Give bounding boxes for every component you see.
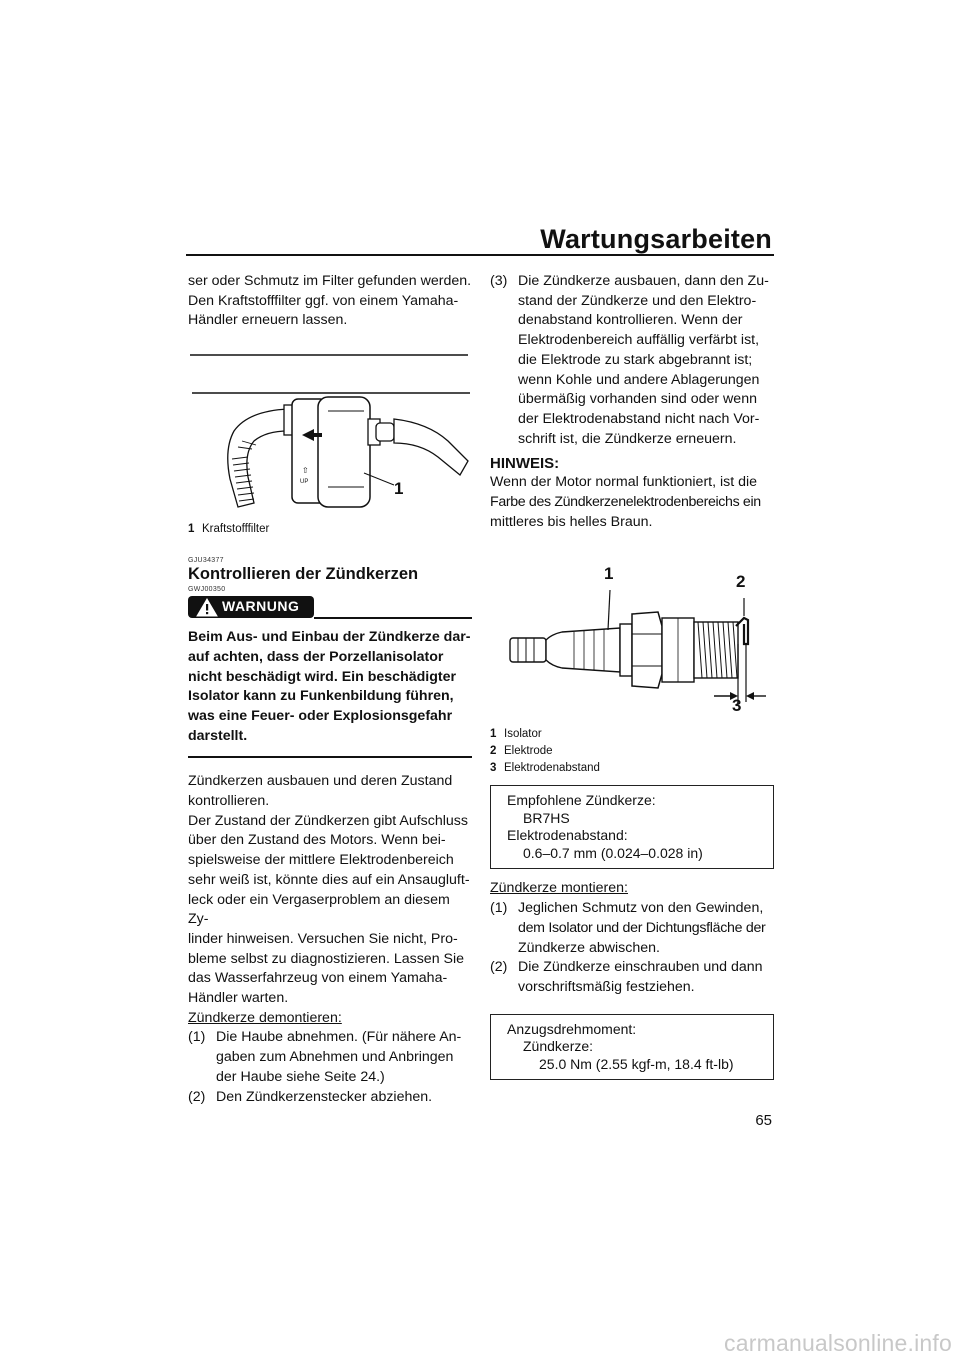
spark-plug-illustration — [490, 556, 774, 718]
text-line: denabstand kontrollieren. Wenn der — [518, 312, 743, 329]
step-number: (1) — [490, 900, 508, 917]
right-column — [490, 272, 774, 1080]
text-line: Farbe des Zündkerzenelektrodenbereichs ein — [490, 494, 761, 511]
text-line: spielsweise der mittlere Elektrodenbereich — [188, 852, 454, 869]
figure2-callout-3: 3 — [732, 696, 742, 716]
text-line: bleme selbst zu diagnostizieren. Lassen Sie — [188, 950, 465, 967]
paragraph-2 — [188, 812, 472, 1009]
warning-header — [188, 596, 472, 620]
text-line: Die Haube abnehmen. (Für nähere An- — [216, 1029, 462, 1046]
text-line: Händler warten. — [188, 990, 289, 1007]
caption-text: Isolator — [504, 728, 542, 741]
text-line: Elektrodenbereich auffällig verfärbt ist, — [518, 332, 760, 349]
warning-code: GWJ00350 — [188, 586, 226, 594]
text-line: dem Isolator und der Dichtungsfläche der — [518, 919, 766, 936]
install-heading: Zündkerze montieren: — [490, 880, 629, 897]
warning-line: darstellt. — [188, 727, 248, 744]
spec-line: Zündkerze: — [523, 1038, 594, 1055]
warning-badge — [188, 596, 314, 618]
spec-line: 0.6–0.7 mm (0.024–0.028 in) — [523, 844, 703, 861]
remove-heading: Zündkerze demontieren: — [188, 1009, 342, 1026]
text-line: linder hinweisen. Versuchen Sie nicht, Pro- — [188, 930, 458, 947]
text-line: Zündkerzen ausbauen und deren Zustand — [188, 773, 453, 790]
intro-line-2: Den Kraftstofffilter ggf. von einem Yamaha- — [188, 292, 459, 309]
warning-triangle-icon — [196, 598, 218, 617]
paragraph-1 — [188, 772, 472, 811]
caption-text: Elektrode — [504, 745, 553, 758]
text-line: der Elektrodenabstand nicht nach Vor- — [518, 410, 760, 427]
text-line: mittleres bis helles Braun. — [490, 513, 653, 530]
warning-line: nicht beschädigt wird. Ein beschädigter — [188, 668, 457, 685]
install-step-1 — [490, 899, 774, 958]
svg-text:UP: UP — [300, 479, 309, 486]
left-column — [188, 272, 472, 1107]
text-line: Der Zustand der Zündkerzen gibt Aufschluss — [188, 812, 468, 829]
watermark: carmanualsonline.info — [724, 1330, 952, 1356]
section-code: GJU34377 — [188, 557, 224, 565]
fuel-filter-figure — [188, 349, 472, 521]
text-line: Die Zündkerze ausbauen, dann den Zu- — [518, 273, 769, 289]
intro-line-3: Händler erneuern lassen. — [188, 312, 348, 329]
note-text — [490, 473, 774, 532]
figure1-callout: 1 — [394, 479, 404, 499]
text-line: gaben zum Abnehmen und Anbringen — [216, 1049, 454, 1066]
warning-text — [188, 628, 472, 758]
warning-line: Isolator kann zu Funkenbildung führen, — [188, 688, 454, 705]
caption-number: 2 — [490, 745, 497, 758]
intro-line-1: ser oder Schmutz im Filter gefunden werden. — [188, 273, 472, 289]
remove-step-2 — [188, 1088, 472, 1108]
text-line: über den Zustand des Motors. Wenn bei- — [188, 832, 446, 849]
figure2-callout-2: 2 — [736, 572, 746, 592]
text-line: Zündkerze abwischen. — [518, 939, 660, 956]
text-line: stand der Zündkerze und den Elektro- — [518, 292, 757, 309]
caption-number: 1 — [490, 728, 497, 741]
text-line: leck oder ein Vergaserproblem an diesem Zy- — [188, 891, 450, 928]
text-line: übermäßig vorhanden sind oder wenn — [518, 391, 757, 408]
text-line: der Haube siehe Seite 24.) — [216, 1068, 385, 1085]
warning-line: auf achten, dass der Porzellanisolator — [188, 648, 444, 665]
install-step-2 — [490, 958, 774, 997]
step-number: (2) — [490, 959, 508, 976]
figure1-caption — [188, 521, 472, 538]
step-number: (2) — [188, 1088, 206, 1105]
caption-number: 1 — [188, 523, 195, 536]
text-line: kontrollieren. — [188, 793, 270, 810]
text-line: Jeglichen Schmutz von den Gewinden, — [518, 900, 764, 917]
remove-step-1 — [188, 1028, 472, 1087]
text-line: Wenn der Motor normal funktioniert, ist die — [490, 474, 758, 491]
page-number: 65 — [755, 1112, 772, 1129]
fuel-filter-illustration — [188, 349, 472, 521]
section-title: Kontrollieren der Zündkerzen — [188, 565, 419, 584]
warning-rule — [314, 617, 472, 619]
figure2-callout-1: 1 — [604, 564, 614, 584]
text-line: vorschriftsmäßig festziehen. — [518, 978, 695, 995]
remove-step-3 — [490, 272, 774, 449]
text-line: die Elektrode zu stark abgebrannt ist; — [518, 351, 753, 368]
figure2-caption — [490, 726, 774, 777]
text-line: das Wasserfahrzeug von einem Yamaha- — [188, 970, 448, 987]
caption-text: Kraftstofffilter — [202, 523, 270, 536]
svg-text:⇧: ⇧ — [302, 466, 309, 476]
spark-plug-spec-box — [490, 785, 774, 869]
torque-spec-box — [490, 1014, 774, 1081]
step-number: (3) — [490, 273, 508, 289]
spec-line: BR7HS — [523, 809, 570, 826]
note-title: HINWEIS: — [490, 455, 560, 473]
spark-plug-figure — [490, 556, 774, 718]
text-line: sehr weiß ist, könnte dies auf ein Ansaugluft- — [188, 871, 470, 888]
header-rule — [186, 254, 774, 256]
text-line: Die Zündkerze einschrauben und dann — [518, 959, 763, 976]
spec-line: Empfohlene Zündkerze: — [507, 792, 656, 809]
caption-text: Elektrodenabstand — [504, 762, 600, 775]
page-title: Wartungsarbeiten — [540, 224, 772, 254]
warning-line: Beim Aus- und Einbau der Zündkerze dar- — [188, 629, 471, 646]
step-number: (1) — [188, 1029, 206, 1046]
text-line: Den Zündkerzenstecker abziehen. — [216, 1088, 433, 1105]
text-line: schrift ist, die Zündkerze erneuern. — [518, 430, 737, 447]
caption-number: 3 — [490, 762, 497, 775]
spec-line: Elektrodenabstand: — [507, 827, 628, 844]
text-line: wenn Kohle und andere Ablagerungen — [518, 371, 760, 388]
spec-line: 25.0 Nm (2.55 kgf-m, 18.4 ft-lb) — [539, 1055, 734, 1072]
warning-line: was eine Feuer- oder Explosionsgefahr — [188, 707, 453, 724]
spec-line: Anzugsdrehmoment: — [507, 1020, 637, 1037]
warning-label: WARNUNG — [222, 598, 300, 615]
